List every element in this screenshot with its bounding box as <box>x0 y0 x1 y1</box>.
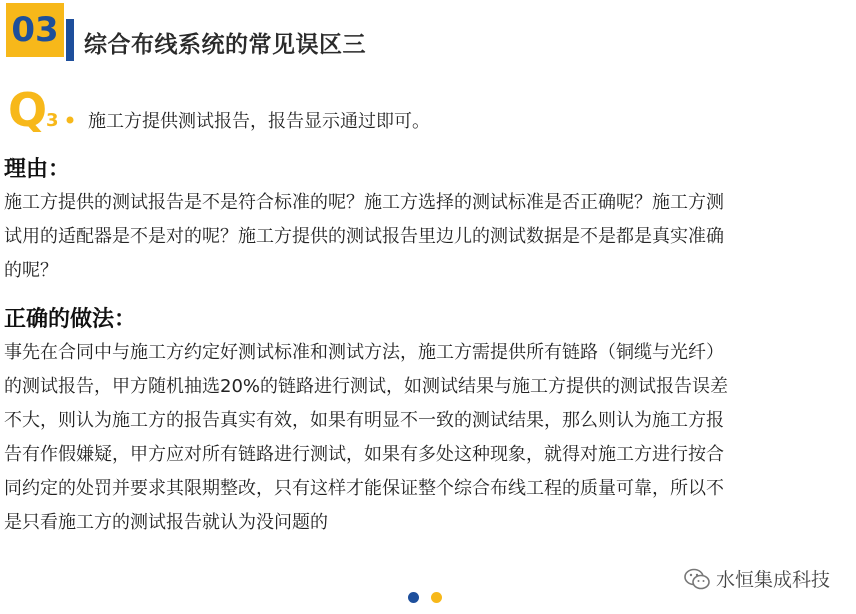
reason-paragraph <box>4 186 854 288</box>
accent-bar <box>66 19 74 61</box>
brand-name: 水恒集成科技 <box>715 569 830 591</box>
question-marker-dot <box>67 117 74 124</box>
question-marker <box>8 86 78 132</box>
question-text: 施工方提供测试报告，报告显示通过即可。 <box>88 111 430 132</box>
footer-brand <box>684 565 830 592</box>
question-marker-number: 3 <box>46 110 59 131</box>
reason-heading: 理由： <box>4 157 71 182</box>
page-dot-active[interactable] <box>408 592 419 603</box>
correct-line: 告有作假嫌疑，甲方应对所有链路进行测试，如果有多处这种现象，就得对施工方进行按合 <box>4 444 724 465</box>
correct-line: 是只看施工方的测试报告就认为没问题的 <box>4 512 328 533</box>
correct-line: 不大，则认为施工方的报告真实有效，如果有明显不一致的测试结果，那么则认为施工方报 <box>4 410 724 431</box>
section-title: 综合布线系统的常见误区三 <box>84 32 366 58</box>
correct-line: 事先在合同中与施工方约定好测试标准和测试方法，施工方需提供所有链路（铜缆与光纤） <box>4 342 724 363</box>
section-number-badge: 03 <box>6 3 64 57</box>
wechat-icon <box>684 568 710 590</box>
correct-line: 的测试报告，甲方随机抽选20%的链路进行测试，如测试结果与施工方提供的测试报告误差 <box>4 376 729 397</box>
reason-line: 试用的适配器是不是对的呢？施工方提供的测试报告里边儿的测试数据是不是都是真实准确 <box>4 226 724 247</box>
correct-line: 同约定的处罚并要求其限期整改，只有这样才能保证整个综合布线工程的质量可靠，所以不 <box>4 478 724 499</box>
page-dot[interactable] <box>431 592 442 603</box>
correct-heading: 正确的做法： <box>4 307 137 332</box>
correct-paragraph <box>4 336 854 540</box>
reason-line: 施工方提供的测试报告是不是符合标准的呢？施工方选择的测试标准是否正确呢？施工方测 <box>4 192 724 213</box>
page-indicator <box>408 592 442 603</box>
reason-line: 的呢？ <box>4 260 58 281</box>
question-marker-letter: Q <box>8 86 48 132</box>
